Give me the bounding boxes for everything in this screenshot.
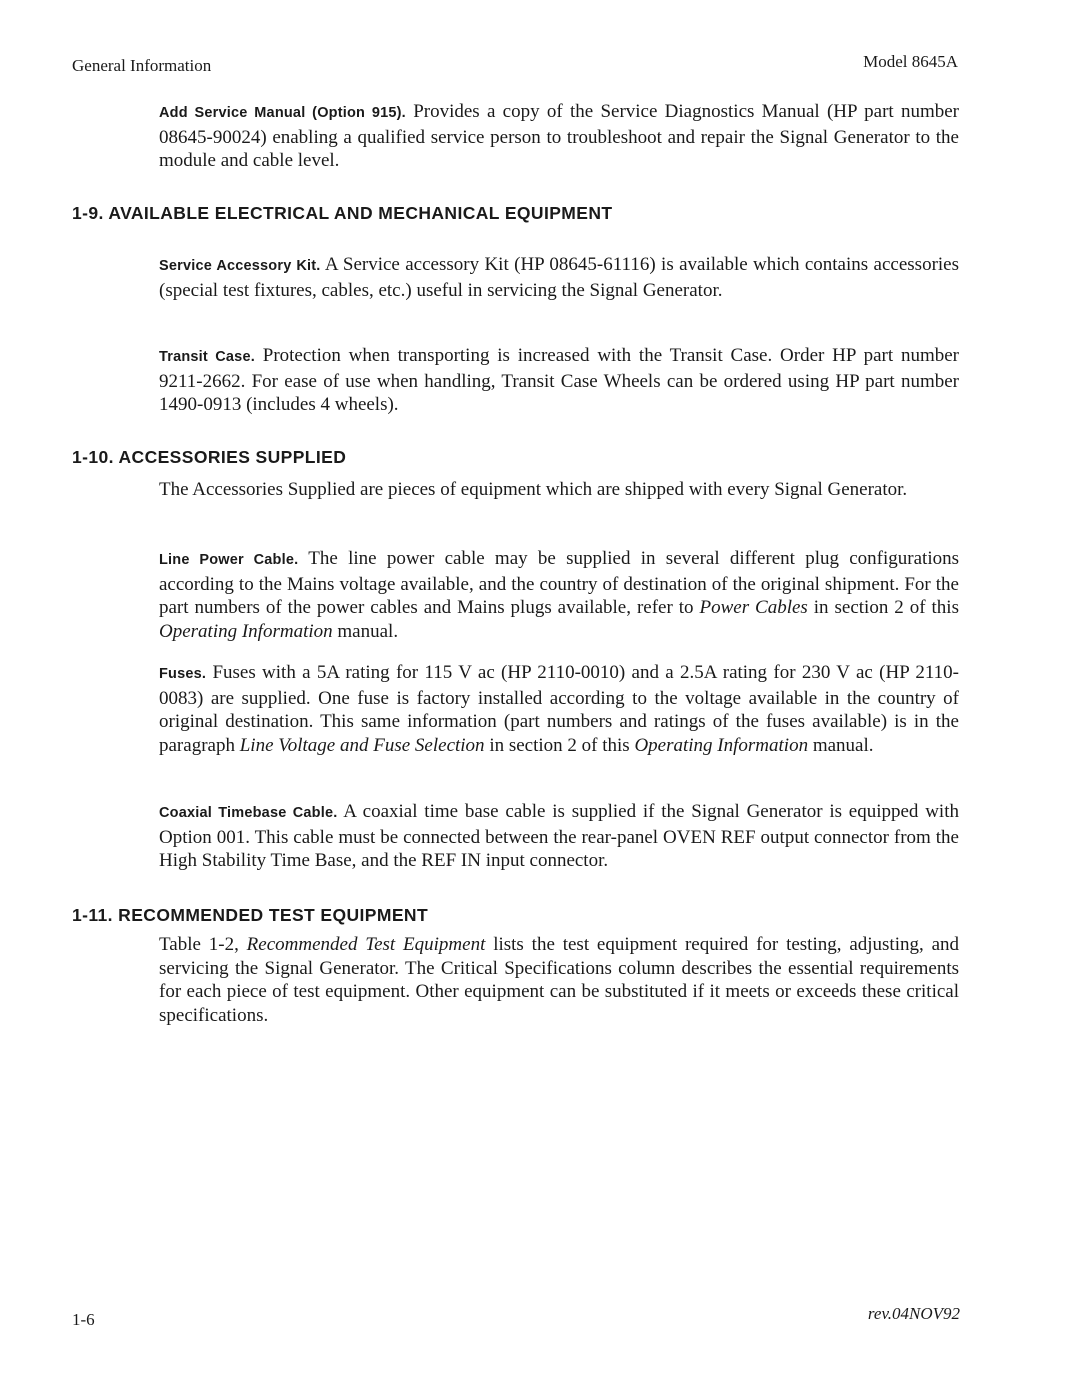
- coaxial-timebase-cable-text: A coaxial time base cable is supplied if the Signal Generator is equipped with Option 001. This cable must be connected between the rear-panel OVEN REF output connector from the High Stability Time Base, and the REF IN input connector.: [159, 801, 959, 871]
- power-cables-reference: Power Cables: [699, 597, 808, 618]
- service-kit-text: A Service accessory Kit (HP 08645-61116) is available which contains accessories (special test fixtures, cables, etc.) useful in servicing the Signal Generator.: [159, 254, 960, 301]
- line-power-cable-paragraph: [159, 547, 959, 643]
- transit-case-paragraph: [159, 344, 959, 417]
- transit-case-text: Protection when transporting is increased with the Transit Case. Order HP part number 9211-2662. For ease of use when handling, Transit Case Wheels can be ordered using HP part number 1490-0913 (includes 4 wheels).: [159, 345, 959, 415]
- option-915-lead: Add Service Manual (Option 915).: [159, 105, 406, 121]
- running-header-section: General Information: [72, 56, 212, 75]
- option-915-paragraph: [159, 100, 959, 173]
- recommended-test-equipment-text: Table 1-2,: [159, 934, 247, 955]
- accessories-intro-paragraph: The Accessories Supplied are pieces of equipment which are shipped with every Signal Generator.: [159, 479, 908, 500]
- operating-information-reference-2: Operating Information: [634, 734, 809, 756]
- line-voltage-fuse-selection-reference: Line Voltage and Fuse Selection: [239, 734, 485, 756]
- section-1-11-heading: 1-11. RECOMMENDED TEST EQUIPMENT: [72, 905, 429, 925]
- recommended-test-equipment-reference: Recommended Test Equipment: [246, 934, 486, 955]
- fuses-lead: Fuses.: [159, 666, 207, 682]
- running-header-model: Model 8645A: [863, 52, 958, 71]
- fuses-paragraph: [159, 661, 959, 757]
- coaxial-timebase-cable-paragraph: [159, 800, 959, 873]
- fuses-text-3: manual.: [808, 734, 874, 756]
- line-power-cable-lead: Line Power Cable.: [159, 552, 299, 568]
- recommended-test-equipment-paragraph: [159, 933, 959, 1027]
- section-1-10-heading: 1-10. ACCESSORIES SUPPLIED: [72, 447, 347, 467]
- fuses-text: Fuses with a 5A rating for 115 V ac (HP 2110-0010) and a 2.5A rating for 230 V ac (HP 2110-0083) are supplied. One fuse is factory installed according to the voltage available in the country of original destination. This same information (part numbers and ratings of the fuses available) is in the paragraph: [159, 662, 959, 756]
- option-915-text: Provides a copy of the Service Diagnostics Manual (HP part number 08645-90024) enabling a qualified service person to troubleshoot and repair the Signal Generator to the module and cable level.: [159, 101, 959, 171]
- service-kit-lead: Service Accessory Kit.: [159, 258, 321, 274]
- service-kit-paragraph: [159, 253, 959, 302]
- coaxial-timebase-cable-lead: Coaxial Timebase Cable.: [159, 805, 338, 821]
- fuses-text-2: in section 2 of this: [484, 734, 635, 756]
- section-1-9-heading: 1-9. AVAILABLE ELECTRICAL AND MECHANICAL EQUIPMENT: [72, 203, 613, 223]
- revision-date: rev.04NOV92: [867, 1304, 960, 1323]
- recommended-test-equipment-text-2: lists the test equipment required for testing, adjusting, and servicing the Signal Generator. The Critical Specifications column describes the essential requirements for each piece of test equipment. Other equipment can be substituted if it meets or exceeds these critical specifications.: [159, 934, 959, 1026]
- transit-case-lead: Transit Case.: [159, 349, 255, 365]
- operating-information-reference: Operating Information: [159, 620, 333, 642]
- page-number: 1-6: [72, 1310, 95, 1329]
- line-power-cable-text-2: in section 2 of this: [807, 597, 959, 618]
- line-power-cable-text-3: manual.: [332, 620, 399, 642]
- line-power-cable-text: The line power cable may be supplied in several different plug configurations according to the Mains voltage available, and the country of destination of the original shipment. For the part numbers of the power cables and Mains plugs available, refer to: [159, 548, 960, 618]
